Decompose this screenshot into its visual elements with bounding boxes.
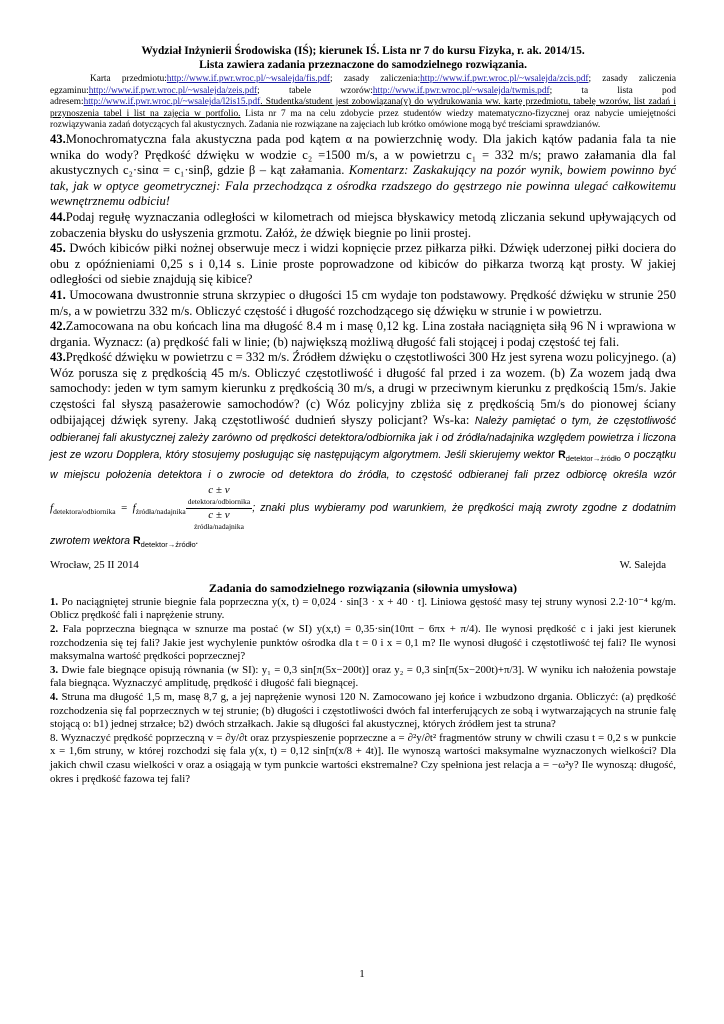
hint-text: Należy pamiętać o tym, że częstotliwość odbieranej fali akustycznej zależy zarówno od prędkości detektora/odbiornika jak i od źródła/nadajnika względem powietrza i liczona jest ze wzoru Dopplera, który stosujemy posługując się następującym algorytmem. Jeśli skierujemy wektor — [50, 414, 676, 461]
exercise-1 — [50, 596, 676, 623]
task-text: Dwóch kibiców piłki nożnej obserwuje mecz i widzi kopnięcie przez piłkarza piłki. Dźwięk uderzonej piłki dociera do obu z opóźnieniami 0,25 s i 0,14 s. Linie proste poprowadzone od kibiców do piłkarza tworzą kąt prosty. W jakiej odległości od siebie znajdują się kibice? — [50, 241, 676, 287]
formula-sub: detektora/odbiornika — [187, 496, 251, 506]
exercise-text: Po naciągniętej strunie biegnie fala poprzeczna y(x, t) = 0,024 · sin[3 · x + 40 · t]. Liniowa gęstość masy tej struny wynosi 2.2·10⁻⁴ kg/m. Oblicz prędkość fali i naprężenie struny. — [50, 595, 676, 622]
exercise-number: 2. — [50, 623, 59, 636]
hint-text: . — [195, 534, 199, 547]
doppler-fraction — [186, 484, 252, 533]
link-tabele-wzorow[interactable]: http://www.if.pwr.wroc.pl/~wsalejda/twmis.pdf — [372, 85, 550, 96]
task-number: 43. — [50, 350, 66, 365]
exercise-2 — [50, 623, 676, 664]
intro-text: Lista nr 7 ma na celu zdobycie przez studentów wiedzy matematyczno-fizycznej oraz nabycie umiejętności rozwiązywania zadań dotyczących fal akustycznych. Zadania nie rozwiązane na zajęciach lub krótko omówione mogą być treściami sprawdzianów. — [50, 108, 676, 131]
exercise-4 — [50, 691, 676, 732]
signature-line — [50, 559, 676, 571]
fraction-denominator: c ± v — [208, 508, 230, 521]
task-comment: Komentarz: Zaskakujący na pozór wynik, bowiem powinno być tak, jak w optyce geometrycznej: Fala przechodząca z ośrodka rzadszego do gęstrzego nie powinna ulegać całkowitemu wewnętrznemu odbiciu! — [50, 163, 676, 209]
formula-sub: źródła/nadajnika — [193, 521, 244, 531]
task-number: 43. — [50, 131, 66, 146]
link-lista[interactable]: http://www.if.pwr.wroc.pl/~wsalejda/l2is15.pdf — [83, 97, 261, 108]
task-text: Umocowana dwustronnie struna skrzypiec o długości 15 cm wydaje ton podstawowy. Prędkość dźwięku w strunie 250 m/s, a w powietrzu 332 m/s. Obliczyć częstość i długość rozchodzącego się dźwięku w strunie i w powietrzu. — [50, 287, 676, 318]
intro-text: ; zasady zaliczenia egzaminu: — [50, 74, 676, 96]
exercise-number: 4. — [50, 691, 59, 704]
exercise-text: Struna ma długość 1,5 m, masę 8,7 g, a jej naprężenie wynosi 120 N. Zamocowano jej końce i wzbudzono drgania. Obliczyć: (a) prędkość rozchodzenia się fal poprzecznych w tej strunie; (b) długości i częstotliwości dwóch fal interferujących ze sobą i wytwarzających na strunie falę stojącą o: b1) jednej strzałce; b2) dwóch strzałkach. Jakie są długości fal akustycznej, których źródłem jest ta struna? — [50, 691, 676, 731]
vector-symbol: R — [133, 534, 141, 547]
fraction-numerator: c ± v — [208, 483, 230, 496]
section-title: Zadania do samodzielnego rozwiązania (siłownia umysłowa) — [208, 580, 518, 595]
exercise-3 — [50, 664, 676, 691]
task-41 — [50, 288, 676, 319]
intro-paragraph — [50, 74, 676, 132]
header-line-1: Wydział Inżynierii Środowiska (IŚ); kierunek IŚ. Lista nr 7 do kursu Fizyka, r. ak. 2014/15. — [141, 45, 585, 57]
task-43b — [50, 350, 676, 553]
task-number: 45. — [50, 241, 66, 256]
task-number: 44. — [50, 209, 66, 224]
task-text: Monochromatyczna fala akustyczna pada pod kątem α na powierzchnię wody. Dla jakich kątów padania fala ta nie wnika do wody? Prędkość dźwięku w wodzie c₂ =1500 m/s, a w powietrzu c₁ = 332 m/s; prawo załamania dla fal akustycznych c₂·sinα = c₁·sinβ, gdzie β – kąt załamania. — [50, 131, 676, 178]
task-45 — [50, 241, 676, 288]
place-date: Wrocław, 25 II 2014 — [50, 558, 139, 571]
header — [50, 44, 676, 72]
vector-subscript: detektor→źródło — [565, 453, 621, 463]
exercise-text: Wyznaczyć prędkość poprzeczną v = ∂y/∂t oraz przyspieszenie poprzeczne a = ∂²y/∂t² fragmentów struny w chwili czasu t = 0,2 s w punkcie x = 1,6m struny, w której rozchodzi się fala y(x, t) = 0,12 sin[π(x/8 + 4t)]. Ile wynoszą wartości maksymalne wyznaczonych wielkości? Dla jakich chwil czasu wielkości v oraz a osiągają w tym punkcie wartości ekstremalne? Czy spełniona jest relacja a = −ω²y? Ile wynoszą: długość, okres i prędkość fazowa tej fali? — [50, 731, 676, 785]
vector-subscript: detektor→źródło — [140, 539, 196, 549]
formula-f: f — [50, 501, 54, 514]
intro-text: Karta przedmiotu: — [90, 74, 167, 84]
page-number: 1 — [359, 968, 365, 980]
link-zasady-zaliczenia[interactable]: http://www.if.pwr.wroc.pl/~wsalejda/zcis.pdf — [420, 74, 589, 84]
intro-text: ; ta lista pod adresem: — [50, 85, 676, 108]
link-karta-przedmiotu[interactable]: http://www.if.pwr.wroc.pl/~wsalejda/fis.pdf — [166, 74, 331, 84]
exercise-text: Dwie fale biegnące opisują równania (w SI): y₁ = 0,3 sin[π(5x−200t)] oraz y₂ = 0,3 sin[π(5x−200t)+π/3]. W wyniku ich nałożenia powstaje fala biegnąca. Wyznaczyć amplitudę, prędkość i długość fali biegnącej. — [50, 663, 676, 690]
exercise-8 — [50, 732, 676, 786]
task-number: 42. — [50, 319, 66, 334]
formula-sub: detektora/odbiornika — [53, 506, 116, 516]
task-number: 41. — [50, 287, 66, 302]
task-42 — [50, 319, 676, 350]
hint-text: o początku w miejscu położenia detektora i o zwrocie od detektora do źródła, to częstość odbieranej fali przez odbiorcę określa wzór — [50, 448, 676, 481]
exercise-number: 3. — [50, 663, 59, 676]
task-text: Podaj regułę wyznaczania odległości w kilometrach od miejsca błyskawicy metodą zliczania sekund upływających od zobaczenia błysku do usłyszenia grzmotu. Załóż, że dźwięk biegnie po linii prostej. — [50, 209, 676, 240]
exercise-text: Fala poprzeczna biegnąca w sznurze ma postać (w SI) y(x,t) = 0,35·sin(10πt − 6πx + π/4). Ile wynosi prędkość c i jaki jest kierunek rozchodzenia się tej fali? Jakie jest wychylenie punktów ośrodka dla t = 0 i x = 0,1 m? Ile wynosi długość i częstotliwość tej fali? Ile wynosi maksymalna wartość prędkości poprzecznej? — [50, 623, 676, 663]
intro-text: ; zasady zaliczenia: — [330, 74, 421, 84]
exercise-number: 8. — [50, 731, 59, 744]
task-text: Zamocowana na obu końcach lina ma długość 8.4 m i masę 0,12 kg. Lina została naciągnięta siłą 96 N i wprawiona w drgania. Wyznacz: (a) prędkość fali w linie; (b) największą możliwą długość fali stojącej i podaj częstość tej fali. — [50, 319, 676, 349]
formula-sub: źródła/nadajnika — [135, 506, 186, 516]
link-zasady-egzaminu[interactable]: http://www.if.pwr.wroc.pl/~wsalejda/zeis.pdf — [88, 85, 258, 96]
exercise-number: 1. — [50, 595, 59, 608]
document-page — [50, 44, 676, 786]
task-44 — [50, 210, 676, 241]
header-line-2: Lista zawiera zadania przeznaczone do samodzielnego rozwiązania. — [199, 59, 527, 71]
task-text: Prędkość dźwięku w powietrzu c = 332 m/s. Źródłem dźwięku o częstotliwości 300 Hz jest syrena wozu policyjnego. (a) Wóz porusza się z prędkością 45 m/s. Obliczyć częstotliwość i długość fal przed i za wozem. (b) Za wozem jadą dwa samochody: jeden w tym samym kierunku z prędkością 30 m/s, a drugi w przeciwnym kierunku z prędkością 15m/s. Jakie częstości fal słyszą pasażerowie samochodów? (c) Wóz policyjny zbliża się z prędkością 5m/s do pionowej ściany odbijającej dźwięk syreny. Jaką częstotliwość dudnień słyszy policjant? Ws-ka: — [50, 350, 676, 427]
vector-symbol: R — [558, 448, 566, 461]
hint-text: ; znaki plus wybieramy pod warunkiem, że prędkości mają zwroty zgodne z dodatnim zwrotem wektora — [50, 501, 677, 547]
task-hint — [50, 415, 676, 547]
task-43a — [50, 132, 676, 210]
author: W. Salejda — [619, 558, 666, 571]
intro-text: ; tabele wzorów: — [257, 85, 373, 96]
formula-eq: = f — [115, 501, 136, 514]
intro-obligation: . Studentka/student jest zobowiązana(y) do wydrukowania ww. kartę przedmiotu, tabelę wzorów, list zadań i przynoszenia tabel i list na zajęcia w portfolio. — [50, 97, 676, 119]
doppler-formula — [50, 483, 252, 531]
